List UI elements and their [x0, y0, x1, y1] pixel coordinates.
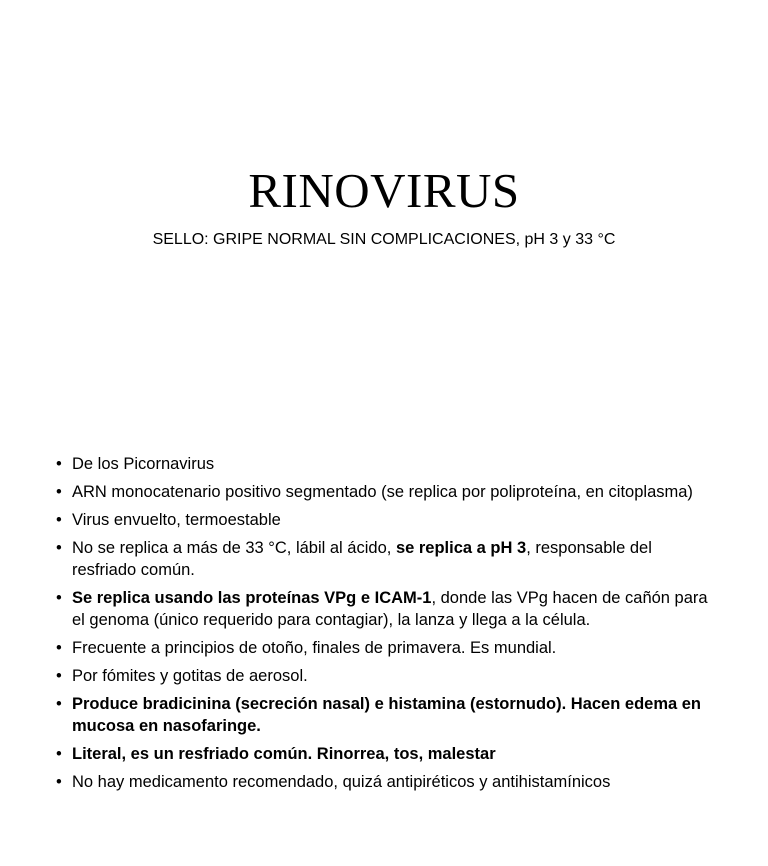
- list-item-text: , responsable del resfriado común.: [72, 539, 652, 579]
- list-item-bold-text: Literal, es un resfriado común. Rinorrea, tos, malestar: [72, 745, 496, 763]
- bullet-list: [56, 453, 720, 799]
- list-item-text: No se replica a más de 33 °C, lábil al ácido,: [72, 539, 396, 557]
- list-item: [56, 771, 720, 793]
- list-item-text: Virus envuelto, termoestable: [72, 511, 281, 529]
- bullet-icon: •: [56, 589, 62, 607]
- list-item: [56, 509, 720, 531]
- bullet-icon: •: [56, 639, 62, 657]
- list-item: [56, 693, 720, 737]
- list-item: [56, 637, 720, 659]
- bullet-icon: •: [56, 667, 62, 685]
- list-item-bold-text: se replica a pH 3: [395, 539, 527, 557]
- list-item-text: Por fómites y gotitas de aerosol.: [72, 667, 308, 685]
- list-item: [56, 587, 720, 631]
- bullet-icon: •: [56, 455, 62, 473]
- page-title: RINOVIRUS: [248, 163, 520, 218]
- list-item-text: De los Picornavirus: [72, 455, 215, 473]
- list-item-text: Frecuente a principios de otoño, finales de primavera. Es mundial.: [72, 639, 557, 657]
- bullet-icon: •: [56, 539, 62, 557]
- bullet-icon: •: [56, 511, 62, 529]
- bullet-icon: •: [56, 745, 62, 763]
- list-item-text: , donde las VPg hacen de cañón para el genoma (único requerido para contagiar), la lanza y llega a la célula.: [72, 589, 708, 629]
- list-item: [56, 453, 720, 475]
- list-item: [56, 665, 720, 687]
- list-item: [56, 743, 720, 765]
- list-item-bold-text: Se replica usando las proteínas VPg e ICAM-1: [72, 589, 432, 607]
- bullet-icon: •: [56, 483, 62, 501]
- list-item: [56, 537, 720, 581]
- bullet-icon: •: [56, 773, 62, 791]
- list-item: [56, 481, 720, 503]
- list-item-bold-text: Produce bradicinina (secreción nasal) e histamina (estornudo). Hacen edema en mucosa en nasofaringe.: [72, 695, 702, 735]
- page-subtitle: SELLO: GRIPE NORMAL SIN COMPLICACIONES, pH 3 y 33 °C: [152, 231, 616, 248]
- bullet-icon: •: [56, 695, 62, 713]
- list-item-text: No hay medicamento recomendado, quizá antipiréticos y antihistamínicos: [72, 773, 611, 791]
- list-item-text: ARN monocatenario positivo segmentado (se replica por poliproteína, en citoplasma): [72, 483, 693, 501]
